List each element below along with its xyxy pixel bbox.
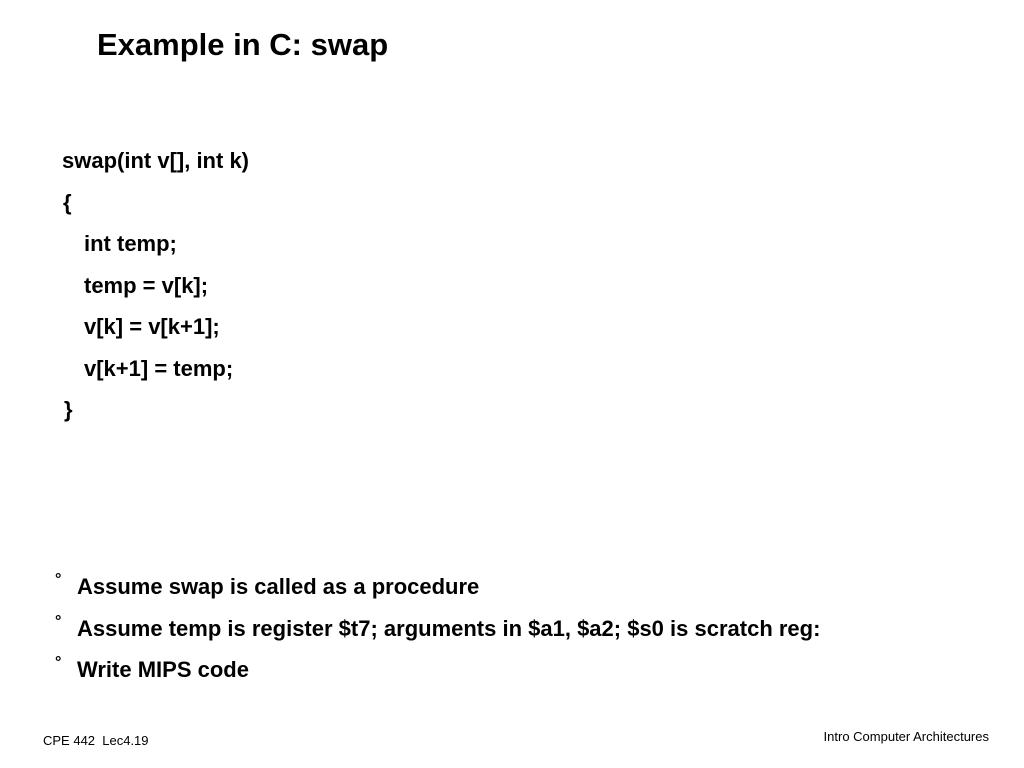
slide-title: Example in C: swap xyxy=(97,27,389,62)
bullet-marker: ° xyxy=(55,612,62,630)
bullet-marker: ° xyxy=(55,571,62,588)
footer-course-label: CPE 442 Lec4.19 xyxy=(43,733,149,748)
bullet-item xyxy=(55,649,820,691)
bullet-text: Write MIPS code xyxy=(77,657,249,682)
code-line-assign-vk1: v[k+1] = temp; xyxy=(84,355,234,381)
bullet-text: Assume swap is called as a procedure xyxy=(77,574,480,599)
code-line-signature: swap(int v[], int k) xyxy=(62,148,249,173)
bullet-item xyxy=(55,608,820,650)
code-line-close-brace: } xyxy=(64,397,73,422)
bullet-marker: ° xyxy=(55,654,62,671)
code-line-open-brace: { xyxy=(63,189,72,215)
bullet-list xyxy=(55,566,820,691)
code-line-declaration: int temp; xyxy=(84,231,177,256)
bullet-item xyxy=(55,566,820,608)
footer-course-title: Intro Computer Architectures xyxy=(823,729,989,744)
code-line-assign-temp: temp = v[k]; xyxy=(84,272,209,298)
code-line-assign-vk: v[k] = v[k+1]; xyxy=(84,314,220,339)
code-block xyxy=(62,140,249,431)
bullet-text: Assume temp is register $t7; arguments in $a1, $a2; $s0 is scratch reg: xyxy=(77,615,821,641)
